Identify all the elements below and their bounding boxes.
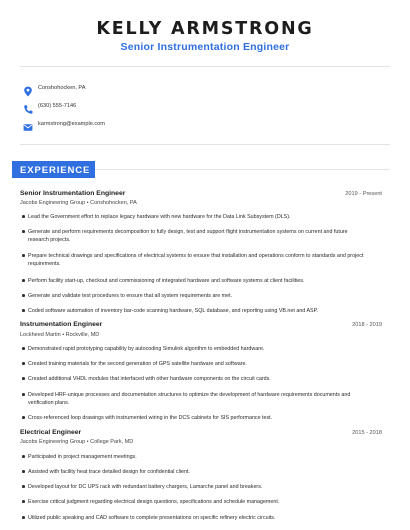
bullet-text: Utilized public speaking and CAD software to complete presentations on specific refinery electric circuits. [28, 515, 276, 521]
bullet-text: Created training materials for the second generation of GPS satellite hardware and software. [28, 361, 247, 367]
divider [20, 144, 390, 145]
phone-icon [23, 102, 33, 113]
bullet-dot [22, 485, 25, 488]
bullet-dot [22, 377, 25, 380]
email-text: karmstrong@example.com [38, 121, 105, 127]
location-text: Conshohocken, PA [38, 85, 86, 91]
job-company: Lockheed Martin • Rockville, MD [20, 332, 100, 338]
bullet-text: Generate and validate test procedures to ensure that all system requirements are met. [28, 293, 233, 299]
bullet-dot [22, 215, 25, 218]
bullet-dot [22, 362, 25, 365]
bullet-text: Exercise critical judgment regarding electrical design questions, specifications and schedule management. [28, 499, 280, 505]
bullet-text: Participated in project management meetings. [28, 454, 137, 460]
job-company: Jacobs Engineering Group • College Park, MD [20, 439, 134, 445]
job-title: Senior Instrumentation Engineer [20, 190, 126, 197]
contact-email [20, 120, 390, 132]
bullet-dot [22, 294, 25, 297]
bullet-text: Perform facility start-up, checkout and commissioning of integrated hardware and software systems at client facilities. [28, 278, 305, 284]
bullet-text: Assisted with facility heat trace detailed design for confidential client. [28, 469, 190, 475]
divider [20, 66, 390, 67]
job-title: Instrumentation Engineer [20, 321, 103, 328]
bullet-text: Coded software automation of inventory bar-code scanning hardware, SQL database, and reporting using VB.net and ASP. [28, 308, 318, 314]
bullet-text: Lead the Government effort to replace legacy hardware with new hardware for the Data Link Subsystem (DLS). [28, 214, 291, 220]
bullet-dot [22, 254, 25, 257]
map-pin-icon [23, 84, 33, 95]
bullet-dot [22, 230, 25, 233]
job-dates: 2019 - Present [345, 191, 382, 197]
section-heading-rule [95, 169, 390, 170]
bullet-text: Demonstrated rapid prototyping capability by autocoding Simulink algorithm to embedded hardware. [28, 346, 265, 352]
bullet-dot [22, 347, 25, 350]
contact-phone [20, 102, 390, 114]
bullet-text: Cross-referenced loop drawings with instrumented wiring in the DCS cabinets for SIS performance test. [28, 415, 273, 421]
bullet-text: Generate and perform requirements decomposition to fully design, test and support flight instrumentation systems on current and future research projects. [28, 229, 348, 243]
job-dates: 2018 - 2019 [352, 322, 382, 328]
bullet-dot [22, 516, 25, 519]
section-heading-experience: EXPERIENCE [20, 165, 91, 176]
bullet-text: Developed layout for DC UPS rack with redundant battery chargers, Lamarche panel and breakers. [28, 484, 263, 490]
job-company: Jacobs Engineering Group • Conshohocken, PA [20, 200, 137, 206]
bullet-text: Created additional VHDL modules that interfaced with other hardware components on the circuit cards. [28, 376, 271, 382]
bullet-dot [22, 470, 25, 473]
job-title: Electrical Engineer [20, 429, 82, 436]
bullet-dot [22, 416, 25, 419]
job-dates: 2015 - 2018 [352, 430, 382, 436]
contact-location [20, 84, 390, 96]
phone-text: (630) 555-7146 [38, 103, 77, 109]
candidate-name: KELLY ARMSTRONG [96, 19, 314, 39]
bullet-dot [22, 309, 25, 312]
bullet-dot [22, 393, 25, 396]
bullet-dot [22, 279, 25, 282]
bullet-text: Prepare technical drawings and specifications of electrical systems to ensure that installation and operations conform to standards and project requirements. [28, 253, 364, 267]
bullet-dot [22, 455, 25, 458]
envelope-icon [23, 120, 33, 131]
candidate-title: Senior Instrumentation Engineer [120, 41, 290, 53]
bullet-text: Developed HRF-unique processes and documentation structures to optimize the development of hardware requirements documents and verification plans. [28, 392, 351, 406]
bullet-dot [22, 500, 25, 503]
